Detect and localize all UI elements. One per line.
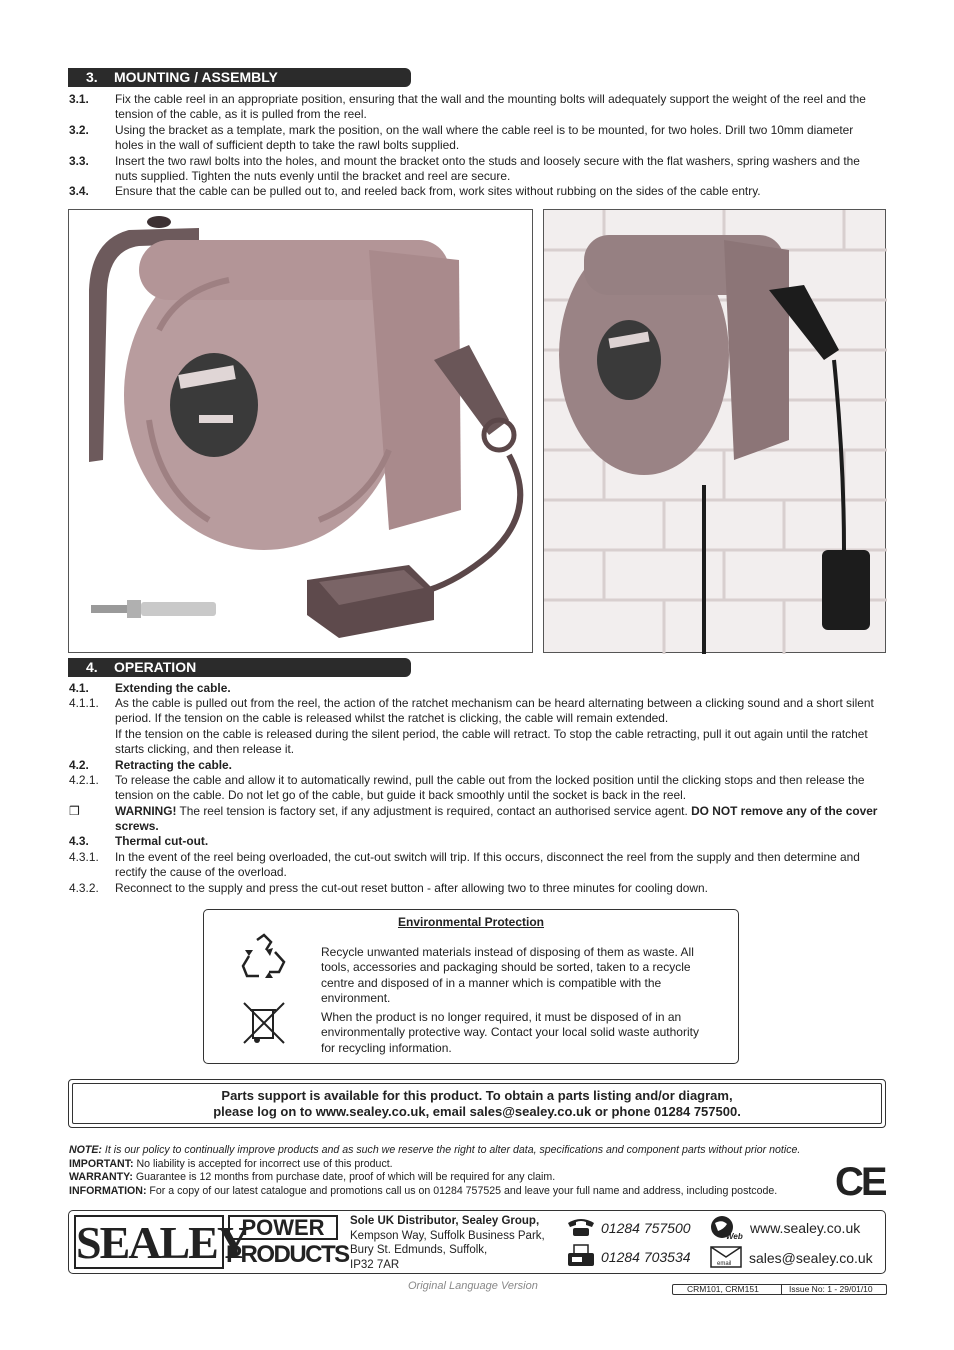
warranty-line [69, 1171, 859, 1185]
wall-mounted-reel-photo [543, 209, 886, 653]
item-number: 4.3.2. [69, 881, 99, 895]
item-number: 4.3.1. [69, 850, 99, 864]
distributor-address [350, 1214, 545, 1272]
website-link[interactable]: www.sealey.co.uk [750, 1220, 861, 1236]
item-text: In the event of the reel being overloaded, the cut-out switch will trip. If this occurs, disconnect the reel from the supply and then determine and rectify the cause of the overload. [115, 850, 860, 880]
issue-number: Issue No: 1 - 29/01/10 [789, 1284, 873, 1294]
heading-4-1 [69, 681, 884, 696]
item-number: 3.3. [69, 154, 89, 168]
warning-item [69, 804, 884, 835]
power-logo: POWER [228, 1215, 338, 1240]
note-text: It is our policy to continually improve products and as such we reserve the right to alter data, specifications and component parts without prior notice. [101, 1144, 801, 1156]
item-text: Using the bracket as a template, mark the position, on the wall where the cable reel is to be mounted, for two holes. Drill two 10mm diameter holes in the wall of sufficient depth to take the rawl bolts supplied. [115, 123, 854, 153]
environmental-disposal-text: When the product is no longer required, it must be disposed of in an environmentally protective way. Contact your local solid waste authority for recycling information. [321, 1010, 699, 1055]
checkbox-icon: ❒ [69, 804, 80, 818]
item-text: Reconnect to the supply and press the cut-out reset button - after allowing two to three minutes for cooling down. [115, 881, 708, 895]
email-envelope-icon [710, 1246, 742, 1268]
email-icon-label: email [717, 1261, 732, 1267]
warning-emphasis: DO NOT remove any of the cover screws. [115, 804, 878, 834]
distributor-title: Sole UK Distributor, Sealey Group, [350, 1215, 540, 1227]
item-number: 3.1. [69, 92, 89, 106]
subheading: Extending the cable. [115, 681, 231, 695]
information-text: For a copy of our latest catalogue and promotions call us on 01284 757525 and leave your full name and address, including postcode. [146, 1185, 778, 1197]
item-3-1 [69, 92, 884, 123]
recycle-icon [239, 932, 289, 984]
email-link[interactable]: sales@sealey.co.uk [749, 1250, 873, 1266]
item-4-2-1 [69, 773, 884, 804]
important-line [69, 1158, 859, 1172]
wheelie-bin-crossed-icon [241, 1000, 287, 1046]
ce-mark: CE [835, 1160, 885, 1204]
information-line [69, 1185, 859, 1199]
environmental-protection-box [203, 909, 739, 1064]
section-3-title: MOUNTING / ASSEMBLY [114, 69, 278, 85]
parts-support-box [68, 1079, 886, 1128]
subheading: Thermal cut-out. [115, 834, 209, 848]
issue-divider [781, 1284, 782, 1295]
web-globe-icon [710, 1215, 746, 1241]
web-icon-label: Web [726, 1232, 743, 1241]
heading-4-2 [69, 758, 884, 773]
products-logo: PRODUCTS [226, 1241, 349, 1268]
parts-support-line-2: please log on to www.sealey.co.uk, email sales@sealey.co.uk or phone 01284 757500. [213, 1104, 741, 1119]
address-line-3: IP32 7AR [350, 1258, 400, 1271]
parts-support-line-1: Parts support is available for this product. To obtain a parts listing and/or diagram, [221, 1088, 733, 1103]
issue-box [672, 1284, 887, 1295]
important-label: IMPORTANT: [69, 1158, 134, 1170]
section-3-header [68, 68, 411, 87]
item-number: 3.2. [69, 123, 89, 137]
item-text: To release the cable and allow it to automatically rewind, pull the cable out from the locked position until the clicking stops and then release the tension on the cable. Do not let go of the cable, but guide it back smoothly until the socket is back in the reel. [115, 773, 865, 803]
item-4-3-1 [69, 850, 884, 881]
sealey-logo: SEALEY [76, 1217, 249, 1268]
item-text: Insert the two rawl bolts into the holes, and mount the bracket onto the studs and loosely secure with the flat washers, spring washers and the nuts supplied. Tighten the nuts evenly until the bracket and reel are secure. [115, 154, 860, 184]
item-number: 4.1. [69, 681, 89, 695]
item-text: Ensure that the cable can be pulled out to, and reeled back from, work sites without rubbing on the sides of the cable entry. [115, 184, 761, 198]
item-text-continued: If the tension on the cable is released during the silent period, the cable will retract. To stop the cable retracting, pull it out again until the ratchet starts clicking, and then release it. [115, 726, 868, 756]
item-4-1-1 [69, 696, 884, 757]
important-text: No liability is accepted for incorrect use of this product. [133, 1158, 393, 1170]
fax-number[interactable]: 01284 703534 [601, 1249, 691, 1265]
brick-wall-illustration [544, 210, 887, 654]
address-line-1: Kempson Way, Suffolk Business Park, [350, 1229, 545, 1242]
heading-4-3 [69, 834, 884, 849]
original-language-note: Original Language Version [408, 1280, 538, 1292]
section-4-title: OPERATION [114, 659, 197, 675]
item-number: 4.1.1. [69, 696, 99, 710]
warranty-label: WARRANTY: [69, 1171, 133, 1183]
warranty-text: Guarantee is 12 months from purchase date, proof of which will be required for any claim. [132, 1171, 556, 1183]
environmental-protection-title: Environmental Protection [397, 915, 545, 929]
item-number: 4.2. [69, 758, 89, 772]
subheading: Retracting the cable. [115, 758, 232, 772]
warning-text: The reel tension is factory set, if any adjustment is required, contact an authorised service agent. [176, 804, 692, 818]
section-4-header [68, 658, 411, 677]
model-numbers: CRM101, CRM151 [687, 1284, 759, 1294]
item-text: Fix the cable reel in an appropriate position, ensuring that the wall and the mounting bolts will adequately support the weight of the reel and the tension of the cable, as it is pulled from the reel. [115, 92, 866, 122]
phone-number[interactable]: 01284 757500 [601, 1220, 691, 1236]
item-4-3-2 [69, 881, 884, 896]
warning-label: WARNING! [115, 804, 177, 818]
telephone-icon [566, 1217, 596, 1237]
note-label: NOTE: [69, 1144, 102, 1156]
item-3-3 [69, 154, 884, 185]
item-number: 4.3. [69, 834, 89, 848]
address-line-2: Bury St. Edmunds, Suffolk, [350, 1244, 488, 1256]
section-3-number: 3. [86, 69, 98, 85]
section-4-number: 4. [86, 659, 98, 675]
information-label: INFORMATION: [69, 1185, 147, 1197]
item-3-2 [69, 123, 884, 154]
item-3-4 [69, 184, 884, 199]
environmental-recycle-text: Recycle unwanted materials instead of disposing of them as waste. All tools, accessories and packaging should be sorted, taken to a recycle centre and disposed of in a manner which is compatible with the environment. [321, 945, 694, 1005]
fax-icon [566, 1244, 596, 1268]
cable-reel-product-photo [68, 209, 533, 653]
note-line [69, 1144, 859, 1158]
item-number: 3.4. [69, 184, 89, 198]
cable-reel-illustration [69, 210, 534, 654]
item-text: As the cable is pulled out from the reel, the action of the ratchet mechanism can be heard alternating between a clicking sound and a short silent period. If the tension on the cable is released whilst the ratchet is clicking, the cable will remain extended. [115, 696, 874, 726]
item-number: 4.2.1. [69, 773, 99, 787]
